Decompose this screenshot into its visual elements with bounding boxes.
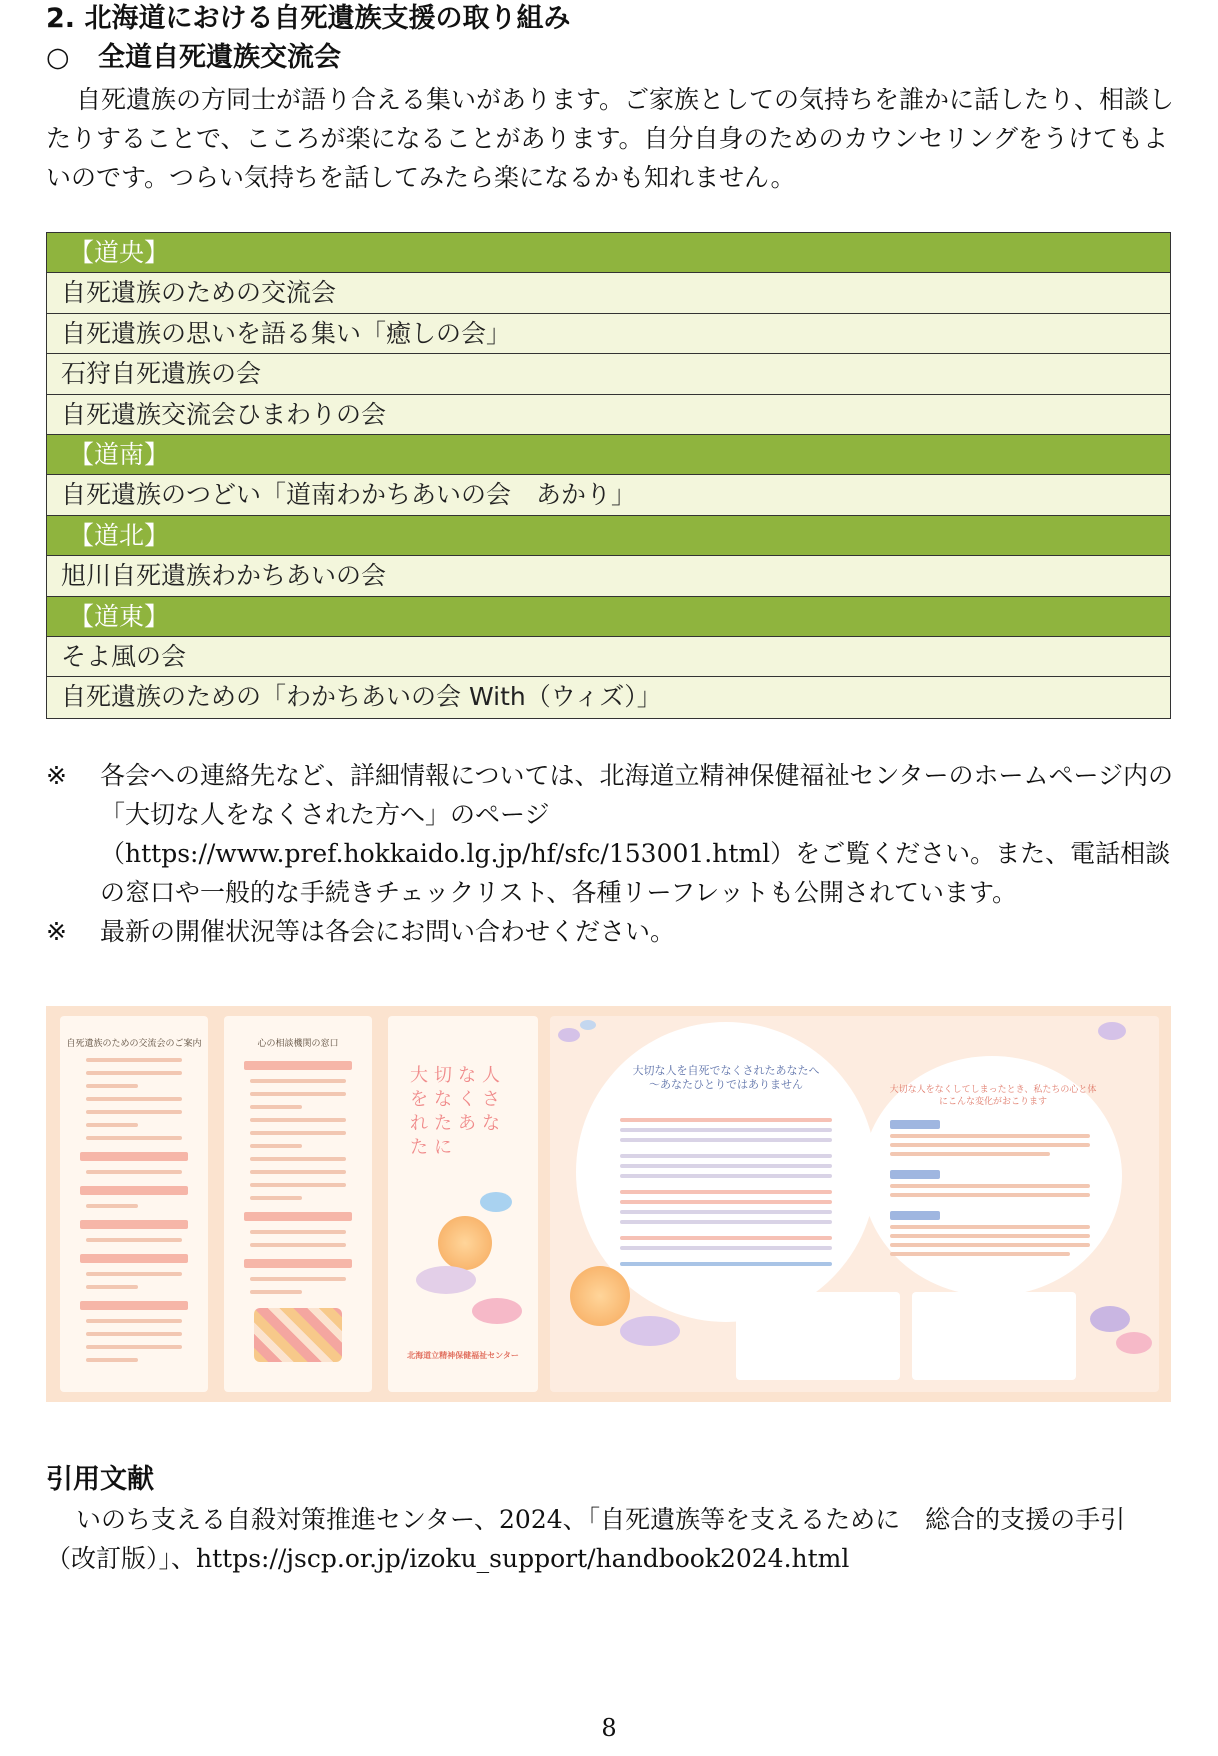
- note-item: [46, 912, 1174, 951]
- brochure-inner-spread: [550, 1016, 1159, 1392]
- subsection-heading: [46, 38, 341, 78]
- subsection-title: 全道自死遺族交流会: [98, 42, 341, 73]
- brochure-side-title: 大切な人をなくしてしまったとき、私たちの心と体にこんな変化がおこります: [889, 1085, 1097, 1107]
- note-text: 各会への連絡先など、詳細情報については、北海道立精神保健福祉センターのホームページ内の「大切な人をなくされた方へ」のページ（https://www.pref.hokkaido.lg.jp/hf/sfc/153001.html）をご覧ください。また、電話相談の窓口や一般的な手続きチェックリスト、各種リーフレットも公開されています。: [100, 761, 1174, 907]
- brochure-panel-info: [60, 1016, 208, 1392]
- group-row: 旭川自死遺族わかちあいの会: [47, 556, 1170, 596]
- reference-text: いのち支える自殺対策推進センター、2024、「自死遺族等を支えるために 総合的支援の手引（改訂版）」、https://jscp.or.jp/izoku_support/handbook2024.html: [46, 1505, 1126, 1573]
- brochure-cover-publisher: 北海道立精神保健福祉センター: [407, 1351, 519, 1360]
- group-row: そよ風の会: [47, 637, 1170, 677]
- group-row: 自死遺族交流会ひまわりの会: [47, 395, 1170, 435]
- page-number: 8: [601, 1714, 617, 1742]
- support-groups-table: [46, 232, 1171, 719]
- brochure-image: [46, 1006, 1171, 1402]
- circle-marker: ○: [46, 42, 70, 73]
- note-marker: ※: [46, 917, 67, 946]
- region-header-dounan: 【道南】: [47, 435, 1170, 475]
- brochure-panel-contacts: [224, 1016, 372, 1392]
- group-row: 自死遺族のための交流会: [47, 273, 1170, 313]
- intro-paragraph: 自死遺族の方同士が語り合える集いがあります。ご家族としての気持ちを誰かに話したり、相談したりすることで、こころが楽になることがあります。自分自身のためのカウンセリングをうけてもよいのです。つらい気持ちを話してみたら楽になるかも知れません。: [46, 85, 1175, 192]
- region-header-douou: 【道央】: [47, 233, 1170, 273]
- brochure-panel2-title: 心の相談機関の窓口: [257, 1039, 339, 1049]
- group-row: 自死遺族のつどい「道南わかちあいの会 あかり」: [47, 475, 1170, 515]
- group-row: 石狩自死遺族の会: [47, 354, 1170, 394]
- group-row: 自死遺族の思いを語る集い「癒しの会」: [47, 314, 1170, 354]
- region-header-douhoku: 【道北】: [47, 516, 1170, 556]
- brochure-cover-title: 大切な人をなくされたあなたに: [410, 1065, 506, 1158]
- brochure-cover: [388, 1016, 538, 1392]
- group-row: 自死遺族のための「わかちあいの会 With（ウィズ）」: [47, 677, 1170, 717]
- reference-title: 引用文献: [46, 1464, 154, 1495]
- brochure-inner-title: 大切な人を自死でなくされたあなたへ 〜あなたひとりではありません: [632, 1064, 820, 1091]
- section-heading: 2. 北海道における自死遺族支援の取り組み: [46, 3, 571, 34]
- region-header-doutou: 【道東】: [47, 597, 1170, 637]
- note-marker: ※: [46, 761, 67, 790]
- note-text: 最新の開催状況等は各会にお問い合わせください。: [100, 917, 676, 946]
- notes: [46, 756, 1174, 951]
- brochure-panel1-title: 自死遺族のための交流会のご案内: [66, 1039, 202, 1049]
- note-item: [46, 756, 1174, 912]
